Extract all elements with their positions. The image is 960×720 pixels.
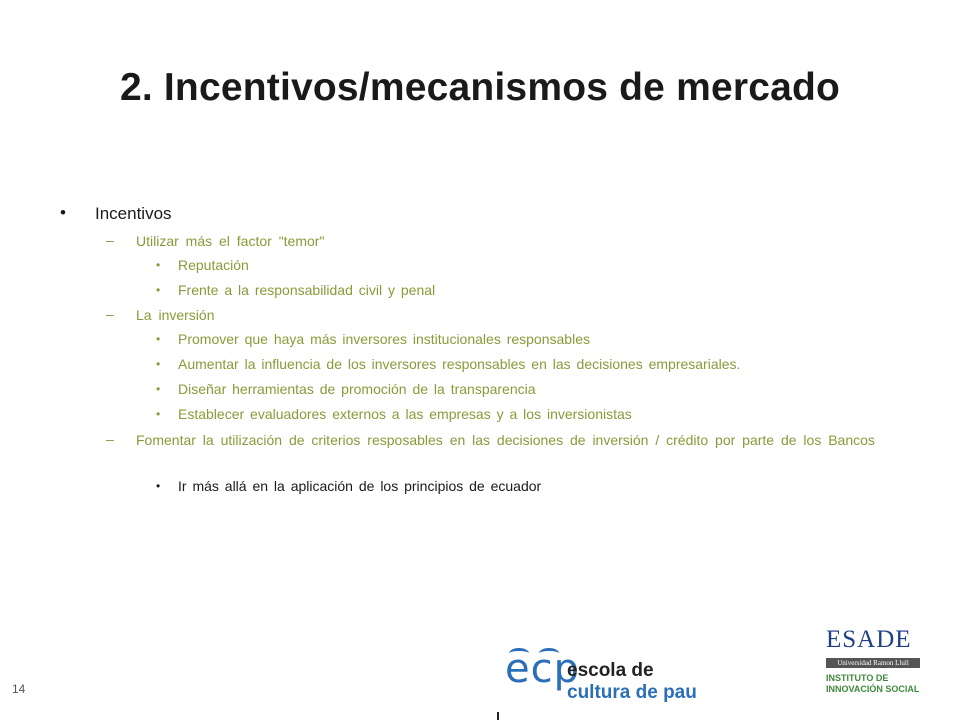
- level3-item: Aumentar la influencia de los inversores responsables en las decisiones empresariales.: [178, 356, 741, 372]
- dash: –: [106, 431, 114, 447]
- bullet: •: [60, 203, 66, 222]
- bullet: •: [156, 407, 161, 421]
- bullet: •: [156, 332, 161, 346]
- level3-item: Frente a la responsabilidad civil y penal: [178, 282, 436, 298]
- ecp-name-line2: cultura de pau: [567, 682, 697, 703]
- divider-mark: [497, 712, 499, 720]
- bullet: •: [156, 283, 161, 297]
- esade-subtitle: Universidad Ramon Llull: [826, 658, 920, 668]
- bullet: •: [156, 382, 161, 396]
- level2-item: La inversión: [136, 307, 215, 323]
- level3-item: Reputación: [178, 257, 249, 273]
- ecp-logo: [505, 640, 705, 704]
- level1-item-incentivos: Incentivos: [95, 204, 172, 223]
- ecp-mark: ecp: [505, 646, 580, 692]
- dash: –: [106, 232, 114, 248]
- bullet: •: [156, 258, 161, 272]
- esade-institute: INSTITUTO DE INNOVACIÓN SOCIAL: [826, 673, 920, 694]
- level3-item: Diseñar herramientas de promoción de la transparencia: [178, 381, 536, 397]
- level2-item: Utilizar más el factor "temor": [136, 233, 325, 249]
- bullet: •: [156, 357, 161, 371]
- level3-item: Promover que haya más inversores institucionales responsables: [178, 331, 590, 347]
- level3-item: Ir más allá en la aplicación de los principios de ecuador: [178, 478, 542, 494]
- page-number: 14: [12, 682, 26, 696]
- slide-title: 2. Incentivos/mecanismos de mercado: [119, 66, 841, 109]
- esade-logo: [826, 626, 922, 716]
- bullet: •: [156, 479, 161, 493]
- level3-item: Establecer evaluadores externos a las empresas y a los inversionistas: [178, 406, 632, 422]
- dash: –: [106, 306, 114, 322]
- ecp-name-line1: escola de: [567, 660, 654, 681]
- esade-name: ESADE: [826, 626, 912, 653]
- level2-item: Fomentar la utilización de criterios resposables en las decisiones de inversión / crédito por parte de los Bancos: [136, 432, 875, 448]
